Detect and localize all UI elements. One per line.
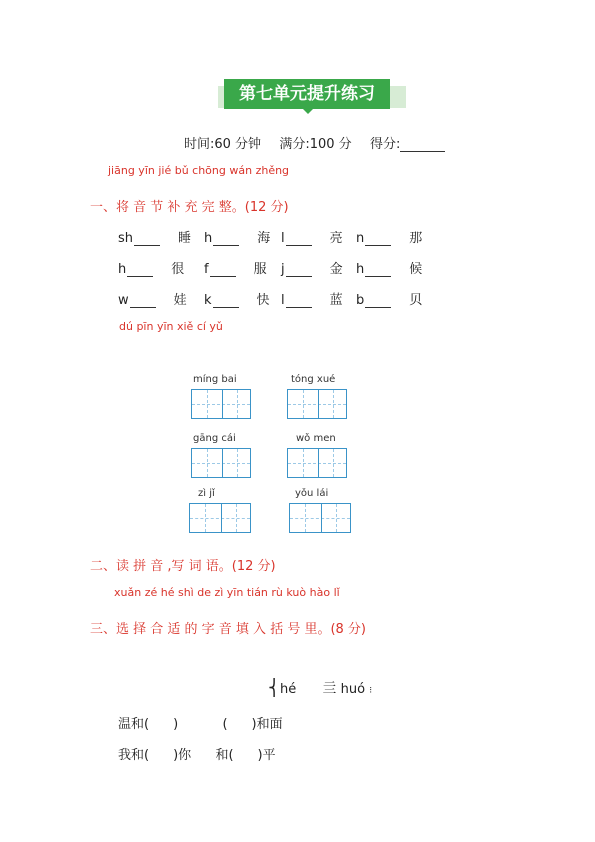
pinyin-blank[interactable] <box>127 264 153 277</box>
word-pinyin: zì jǐ <box>198 488 215 499</box>
target-character: 很 <box>171 262 185 277</box>
section1-heading: 一、将 音 节 补 充 完 整。(12 分) <box>90 200 289 215</box>
target-character: 睡 <box>178 231 192 246</box>
pinyin-blank[interactable] <box>213 295 239 308</box>
section2-pinyin: dú pīn yīn xiě cí yǔ <box>119 320 223 333</box>
initial-letter: f <box>204 262 209 277</box>
initial-letter: n <box>356 231 365 246</box>
time-label: 时间:60 分钟 <box>184 137 262 152</box>
item-text: )平 <box>257 748 276 763</box>
writing-grid[interactable] <box>287 448 347 478</box>
pinyin-blank[interactable] <box>130 295 156 308</box>
target-character: 金 <box>329 262 343 277</box>
word-pinyin: tóng xué <box>291 374 336 385</box>
section3-pinyin: xuǎn zé hé shì de zì yīn tián rù kuò hào lǐ <box>114 586 340 599</box>
writing-grid[interactable] <box>191 448 251 478</box>
writing-grid[interactable] <box>189 503 251 533</box>
initial-letter: j <box>281 262 285 277</box>
item-text: ( <box>222 717 228 732</box>
pinyin-fill-item <box>204 227 270 246</box>
pinyin-fill-item <box>281 227 343 246</box>
initial-letter: l <box>281 231 285 246</box>
word-pinyin: yǒu lái <box>295 488 329 499</box>
pinyin-fill-item <box>281 258 343 277</box>
word-pinyin: wǒ men <box>296 433 336 444</box>
pinyin-fill-item <box>356 289 422 308</box>
page-title: 第七单元提升练习 <box>224 79 390 109</box>
pinyin-fill-item <box>118 258 184 277</box>
item-text: ) <box>173 717 179 732</box>
brace-right: ⁝ <box>369 686 374 696</box>
pinyin-blank[interactable] <box>286 295 312 308</box>
initial-letter: sh <box>118 231 134 246</box>
target-character: 候 <box>409 262 423 277</box>
section2-heading: 二、读 拼 音 ,写 词 语。(12 分) <box>90 559 276 574</box>
target-character: 服 <box>253 262 267 277</box>
initial-letter: b <box>356 293 365 308</box>
pinyin-fill-item <box>118 227 191 246</box>
writing-grid[interactable] <box>287 389 347 419</box>
initial-letter: w <box>118 293 129 308</box>
initial-letter: h <box>204 231 213 246</box>
item-text: )和面 <box>251 717 283 732</box>
option-he: hé <box>280 682 297 697</box>
pinyin-blank[interactable] <box>210 264 236 277</box>
brace-left: ⎨ <box>268 678 280 697</box>
pinyin-fill-item <box>204 289 270 308</box>
initial-letter: h <box>118 262 127 277</box>
pinyin-blank[interactable] <box>286 264 312 277</box>
char-he-icon: 亖 <box>322 681 337 697</box>
target-character: 蓝 <box>329 293 343 308</box>
item-text: 我和( <box>118 748 150 763</box>
target-character: 快 <box>256 293 270 308</box>
target-character: 娃 <box>173 293 187 308</box>
word-pinyin: gāng cái <box>193 433 236 444</box>
item-text: 和( <box>215 748 234 763</box>
pinyin-fill-item <box>356 227 422 246</box>
initial-letter: k <box>204 293 212 308</box>
pinyin-fill-item <box>281 289 343 308</box>
pinyin-fill-item <box>118 289 187 308</box>
writing-grid[interactable] <box>289 503 351 533</box>
writing-grid[interactable] <box>191 389 251 419</box>
target-character: 那 <box>409 231 423 246</box>
pronunciation-options <box>268 678 373 698</box>
word-pinyin: míng bai <box>193 374 237 385</box>
initial-letter: h <box>356 262 365 277</box>
pinyin-fill-item <box>356 258 422 277</box>
target-character: 贝 <box>409 293 423 308</box>
score-blank[interactable] <box>400 138 445 152</box>
pinyin-blank[interactable] <box>286 233 312 246</box>
fill-item-row <box>118 744 276 763</box>
pinyin-fill-item <box>204 258 267 277</box>
initial-letter: l <box>281 293 285 308</box>
pinyin-blank[interactable] <box>365 264 391 277</box>
pinyin-blank[interactable] <box>365 233 391 246</box>
pinyin-blank[interactable] <box>365 295 391 308</box>
section3-heading: 三、选 择 合 适 的 字 音 填 入 括 号 里。(8 分) <box>90 622 367 637</box>
option-huo: huó <box>340 682 366 697</box>
item-text: 温和( <box>118 717 150 732</box>
score-label: 得分: <box>369 137 401 152</box>
title-banner-pointer <box>302 108 314 114</box>
full-score-label: 满分:100 分 <box>279 137 352 152</box>
pinyin-blank[interactable] <box>134 233 160 246</box>
pinyin-blank[interactable] <box>213 233 239 246</box>
item-text: )你 <box>173 748 192 763</box>
fill-item-row <box>118 713 283 732</box>
target-character: 亮 <box>329 231 343 246</box>
target-character: 海 <box>257 231 271 246</box>
exam-info <box>184 133 445 152</box>
section1-pinyin: jiāng yīn jié bǔ chōng wán zhěng <box>108 164 290 177</box>
